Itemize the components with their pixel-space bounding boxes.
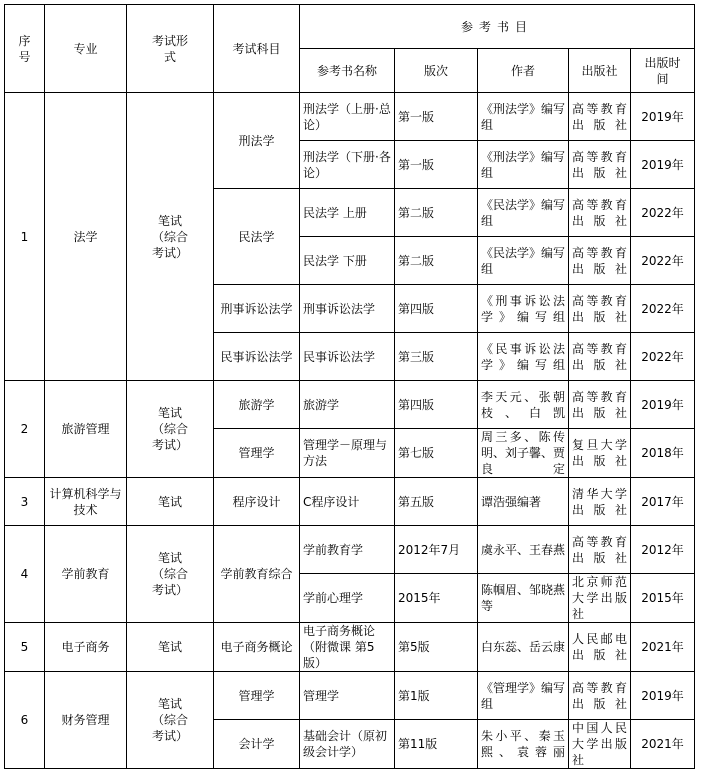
major-cell: 法学 [45,93,127,381]
book-name-cell: 刑事诉讼法学 [300,285,395,333]
author-cell: 《刑法学》编写组 [478,141,569,189]
edition-cell: 第二版 [395,237,478,285]
header-pub-time: 出版时间 [631,49,695,93]
edition-cell: 第5版 [395,623,478,672]
header-author: 作者 [478,49,569,93]
header-exam-form: 考试形式 [127,5,214,93]
pub-time-cell: 2019年 [631,93,695,141]
author-cell: 白东蕊、岳云康 [478,623,569,672]
author-cell: 周三多、陈传明、刘子馨、贾良定 [478,429,569,478]
table-row [5,526,695,574]
publisher-cell: 高等教育出版社 [569,672,631,720]
book-name-cell: 学前教育学 [300,526,395,574]
table-row [5,381,695,429]
edition-cell: 第四版 [395,285,478,333]
edition-cell: 2015年 [395,574,478,623]
table-row [5,672,695,720]
exam-form-cell: 笔试（综合考试） [127,526,214,623]
edition-cell: 第三版 [395,333,478,381]
edition-cell: 第五版 [395,478,478,526]
table-row [5,478,695,526]
reference-books-table [4,4,695,769]
publisher-cell: 人民邮电出版社 [569,623,631,672]
author-cell: 《民法学》编写组 [478,237,569,285]
pub-time-cell: 2018年 [631,429,695,478]
book-name-cell: 刑法学（上册·总论） [300,93,395,141]
pub-time-cell: 2015年 [631,574,695,623]
header-publisher: 出版社 [569,49,631,93]
edition-cell: 第二版 [395,189,478,237]
edition-cell: 2012年7月 [395,526,478,574]
publisher-cell: 北京师范大学出版社 [569,574,631,623]
publisher-cell: 高等教育出版社 [569,381,631,429]
publisher-cell: 高等教育出版社 [569,141,631,189]
major-cell: 电子商务 [45,623,127,672]
major-cell: 学前教育 [45,526,127,623]
exam-form-cell: 笔试（综合考试） [127,93,214,381]
pub-time-cell: 2022年 [631,189,695,237]
table-row [5,623,695,672]
book-name-cell: C程序设计 [300,478,395,526]
header-edition: 版次 [395,49,478,93]
author-cell: 陈帼眉、邹晓燕等 [478,574,569,623]
subject-cell: 民法学 [214,189,300,285]
seq-cell: 1 [5,93,45,381]
exam-form-cell: 笔试 [127,478,214,526]
subject-cell: 刑法学 [214,93,300,189]
publisher-cell: 高等教育出版社 [569,93,631,141]
edition-cell: 第七版 [395,429,478,478]
header-book-name: 参考书名称 [300,49,395,93]
subject-cell: 民事诉讼法学 [214,333,300,381]
publisher-cell: 中国人民大学出版社 [569,720,631,769]
publisher-cell: 高等教育出版社 [569,526,631,574]
subject-cell: 管理学 [214,672,300,720]
publisher-cell: 高等教育出版社 [569,237,631,285]
author-cell: 《管理学》编写组 [478,672,569,720]
pub-time-cell: 2019年 [631,381,695,429]
publisher-cell: 高等教育出版社 [569,189,631,237]
book-name-cell: 民法学 下册 [300,237,395,285]
pub-time-cell: 2022年 [631,333,695,381]
header-ref-books: 参考书目 [300,5,695,49]
author-cell: 《民法学》编写组 [478,189,569,237]
book-name-cell: 学前心理学 [300,574,395,623]
exam-form-cell: 笔试 [127,623,214,672]
header-major: 专业 [45,5,127,93]
pub-time-cell: 2019年 [631,672,695,720]
pub-time-cell: 2022年 [631,237,695,285]
table-row [5,93,695,141]
pub-time-cell: 2017年 [631,478,695,526]
subject-cell: 学前教育综合 [214,526,300,623]
author-cell: 《刑法学》编写组 [478,93,569,141]
publisher-cell: 高等教育出版社 [569,285,631,333]
seq-cell: 6 [5,672,45,769]
seq-cell: 3 [5,478,45,526]
edition-cell: 第11版 [395,720,478,769]
publisher-cell: 清华大学出版社 [569,478,631,526]
seq-cell: 5 [5,623,45,672]
edition-cell: 第一版 [395,93,478,141]
seq-cell: 4 [5,526,45,623]
pub-time-cell: 2021年 [631,623,695,672]
edition-cell: 第1版 [395,672,478,720]
major-cell: 旅游管理 [45,381,127,478]
seq-cell: 2 [5,381,45,478]
pub-time-cell: 2022年 [631,285,695,333]
major-cell: 计算机科学与技术 [45,478,127,526]
edition-cell: 第一版 [395,141,478,189]
book-name-cell: 民法学 上册 [300,189,395,237]
publisher-cell: 高等教育出版社 [569,333,631,381]
book-name-cell: 电子商务概论（附微课 第5版） [300,623,395,672]
author-cell: 虞永平、王春燕 [478,526,569,574]
author-cell: 李天元、张朝枝、白凯 [478,381,569,429]
book-name-cell: 民事诉讼法学 [300,333,395,381]
book-name-cell: 管理学 [300,672,395,720]
book-name-cell: 基础会计（原初级会计学） [300,720,395,769]
header-seq: 序号 [5,5,45,93]
exam-form-cell: 笔试（综合考试） [127,381,214,478]
subject-cell: 会计学 [214,720,300,769]
subject-cell: 刑事诉讼法学 [214,285,300,333]
pub-time-cell: 2012年 [631,526,695,574]
header-subject: 考试科目 [214,5,300,93]
subject-cell: 管理学 [214,429,300,478]
exam-form-cell: 笔试（综合考试） [127,672,214,769]
book-name-cell: 管理学－原理与方法 [300,429,395,478]
edition-cell: 第四版 [395,381,478,429]
subject-cell: 电子商务概论 [214,623,300,672]
subject-cell: 旅游学 [214,381,300,429]
pub-time-cell: 2019年 [631,141,695,189]
subject-cell: 程序设计 [214,478,300,526]
pub-time-cell: 2021年 [631,720,695,769]
author-cell: 谭浩强编著 [478,478,569,526]
book-name-cell: 旅游学 [300,381,395,429]
author-cell: 《民事诉讼法学》编写组 [478,333,569,381]
major-cell: 财务管理 [45,672,127,769]
author-cell: 《刑事诉讼法学》编写组 [478,285,569,333]
author-cell: 朱小平、秦玉熙、袁蓉丽 [478,720,569,769]
publisher-cell: 复旦大学出版社 [569,429,631,478]
book-name-cell: 刑法学（下册·各论） [300,141,395,189]
